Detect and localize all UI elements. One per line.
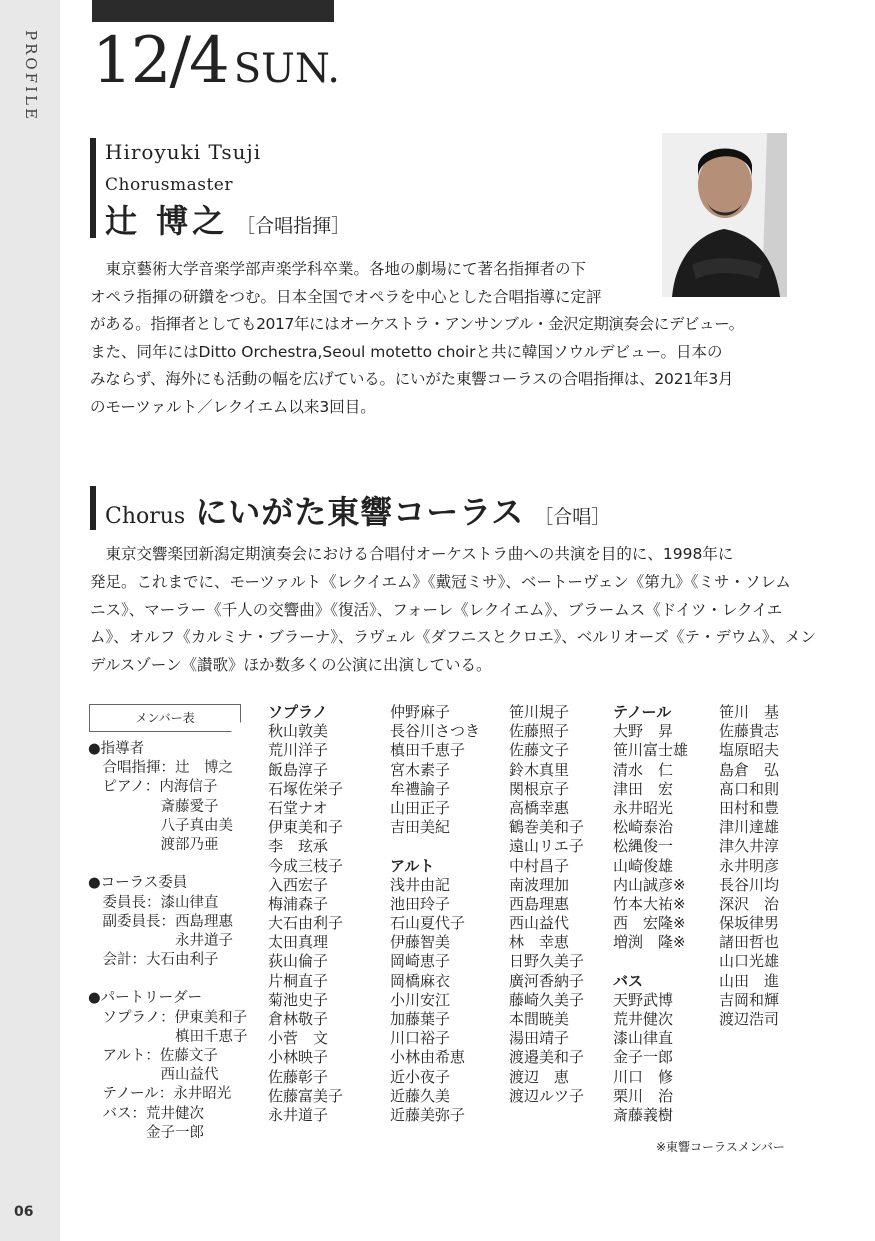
member-name: 西山益代 — [509, 914, 570, 933]
chorus-heading-bar — [90, 486, 96, 530]
part-heading: ソプラノ — [268, 703, 328, 721]
member-name: 秋山敦美 — [268, 722, 329, 741]
member-name: 増渕 隆※ — [613, 933, 686, 952]
member-name: 鶴巻美和子 — [509, 818, 585, 837]
staff-line: 斎藤愛子 — [88, 798, 219, 815]
chorus-role: ［合唱］ — [534, 506, 611, 528]
member-name: 天野武博 — [613, 990, 674, 1009]
member-name: 中村昌子 — [509, 856, 570, 875]
member-name: 入西宏子 — [268, 875, 329, 894]
member-name: 岡崎恵子 — [390, 952, 451, 971]
staff-line: アルト：佐藤文子 — [88, 1048, 218, 1064]
member-name: 津田 宏 — [613, 779, 674, 798]
member-name: 内山誠彦※ — [613, 875, 686, 894]
staff-line: 副委員長：西島理惠 — [88, 913, 233, 930]
member-name: 笹川富士雄 — [613, 741, 689, 760]
conductor-role-en: Chorusmaster — [105, 175, 233, 195]
member-name: 小林由希恵 — [390, 1048, 466, 1067]
member-name: 浅井由記 — [390, 875, 451, 894]
member-name: 石山夏代子 — [390, 914, 466, 933]
member-name — [613, 952, 688, 971]
staff-line: テノール：永井昭光 — [88, 1086, 232, 1103]
member-name: 塩原昭夫 — [719, 741, 780, 760]
member-name: 宮木素子 — [390, 760, 451, 779]
date-day: 12/4 — [92, 24, 228, 98]
concert-date — [92, 24, 340, 98]
desc-line: 東京交響楽団新潟定期演奏会における合唱付オーケストラ曲への共演を目的に、1998年に — [90, 545, 734, 563]
member-name: 佐藤照子 — [509, 722, 570, 741]
bio-line: がある。指揮者としても2017年にはオーケストラ・アンサンブル・金沢定期演奏会にデビュー。 — [90, 315, 744, 333]
member-list-tag: メンバー表 — [89, 704, 241, 732]
member-name: 津川達雄 — [719, 818, 780, 837]
member-name: 西島理惠 — [509, 894, 570, 913]
member-name: 湯田靖子 — [509, 1029, 570, 1048]
member-name: 本間暁美 — [509, 1010, 570, 1028]
desc-line: ニス》、マーラー《千人の交響曲》《復活》、フォーレ《レクイエム》、ブラームス《ドイツ・レクイエ — [90, 600, 783, 619]
member-column-2 — [390, 703, 480, 1125]
member-column-1 — [268, 703, 343, 1125]
member-name: 大野 昇 — [613, 722, 674, 741]
member-name: 今成三枝子 — [268, 856, 344, 875]
member-name: 関根京子 — [509, 779, 570, 798]
member-name: 石塚佐栄子 — [268, 779, 344, 798]
member-name: 渡辺 恵 — [509, 1067, 570, 1086]
member-name: 斎藤義樹 — [613, 1105, 674, 1124]
part-heading: テノール — [613, 703, 672, 721]
conductor-name-en: Hiroyuki Tsuji — [105, 140, 262, 164]
staff-line: ソプラノ：伊東美和子 — [88, 1009, 248, 1026]
chorus-description — [90, 541, 817, 680]
member-name: 仲野麻子 — [390, 703, 451, 721]
member-name: 石堂ナオ — [268, 798, 328, 817]
member-name: 荒井健次 — [613, 1010, 674, 1028]
member-name: 髙口和則 — [719, 779, 780, 798]
conductor-name-jp — [105, 196, 350, 242]
staff-line — [88, 970, 248, 989]
member-name: 永井明彦 — [719, 856, 780, 875]
member-name: 川口裕子 — [390, 1029, 451, 1048]
member-name: 笹川 基 — [719, 703, 780, 721]
member-name: 槙田千恵子 — [390, 741, 466, 760]
member-column-3 — [509, 703, 584, 1106]
member-name: 近藤美弥子 — [390, 1105, 466, 1124]
member-name: 小菅 文 — [268, 1029, 329, 1048]
member-name: 長谷川さつき — [390, 722, 481, 741]
member-name: 倉林敬子 — [268, 1010, 329, 1028]
staff-line: バス：荒井健次 — [88, 1105, 204, 1122]
chorus-name-en: Chorus — [105, 504, 186, 529]
staff-line: 会計：大石由利子 — [88, 952, 219, 969]
member-name: 山田 進 — [719, 971, 780, 990]
member-name: 金子一郎 — [613, 1048, 674, 1067]
member-column-4 — [613, 703, 688, 1125]
member-name: 池田玲子 — [390, 894, 451, 913]
sidebar — [0, 0, 60, 1241]
desc-line: デルスゾーン《讃歌》ほか数多くの公演に出演している。 — [90, 656, 492, 675]
member-name: 近小夜子 — [390, 1067, 451, 1086]
member-name: 西 宏隆※ — [613, 914, 686, 933]
member-name: 栗川 治 — [613, 1086, 674, 1105]
top-bar — [92, 0, 334, 22]
chorus-heading — [105, 487, 610, 533]
member-name: 渡邉美和子 — [509, 1048, 585, 1067]
chorus-name-jp: にいがた東響コーラス — [195, 493, 525, 531]
member-name: 李 玹承 — [268, 837, 329, 856]
member-name: 佐藤文子 — [509, 741, 570, 760]
staff-line: 渡部乃亜 — [88, 836, 219, 853]
bio-line: のモーツァルト／レクイエム以来3回目。 — [90, 397, 376, 416]
member-name: 佐藤貴志 — [719, 722, 780, 741]
member-name: 遠山リエ子 — [509, 837, 584, 856]
staff-line: 永井道子 — [88, 932, 233, 949]
member-name: 渡辺ルツ子 — [509, 1086, 585, 1105]
date-weekday: SUN. — [233, 46, 340, 92]
staff-list — [88, 740, 248, 1143]
member-name: 荻山倫子 — [268, 952, 329, 971]
member-name: 吉田美紀 — [390, 818, 451, 837]
member-name: 飯島淳子 — [268, 760, 329, 779]
staff-line — [88, 855, 248, 874]
member-column-5 — [719, 703, 779, 1029]
staff-line: 西山益代 — [88, 1067, 219, 1084]
conductor-role: ［合唱指揮］ — [236, 215, 351, 237]
member-name: 牟禮諭子 — [390, 779, 451, 798]
member-name: 漆山律直 — [613, 1029, 674, 1048]
conductor-bio — [90, 256, 788, 421]
member-name: 荒川洋子 — [268, 741, 329, 760]
page-number: 06 — [14, 1204, 34, 1220]
member-name: 林 幸恵 — [509, 933, 570, 952]
member-name: 日野久美子 — [509, 952, 585, 971]
member-name: 松崎泰治 — [613, 818, 674, 837]
conductor-name: 辻 博之 — [105, 202, 229, 240]
member-name: 小林映子 — [268, 1048, 329, 1067]
member-name: 津久井淳 — [719, 837, 780, 856]
member-name: 清水 仁 — [613, 760, 674, 779]
conductor-heading-bar — [90, 138, 96, 238]
staff-line: 八子真由美 — [88, 817, 233, 834]
member-name: 片桐直子 — [268, 971, 329, 990]
member-name: 渡辺浩司 — [719, 1010, 780, 1028]
member-name: 佐藤富美子 — [268, 1086, 344, 1105]
member-name: 伊東美和子 — [268, 818, 344, 837]
member-name: 加藤葉子 — [390, 1010, 451, 1028]
member-name: 保坂律男 — [719, 914, 780, 933]
member-name: 鈴木真里 — [509, 760, 570, 779]
part-heading: バス — [613, 971, 644, 990]
member-name — [390, 837, 480, 856]
member-name: 近藤久美 — [390, 1086, 451, 1105]
bio-line: 東京藝術大学音楽学部声楽学科卒業。各地の劇場にて著名指揮者の下 — [90, 260, 587, 278]
member-name: 梅浦森子 — [268, 894, 329, 913]
desc-line: 発足。これまでに、モーツァルト《レクイエム》《戴冠ミサ》、ベートーヴェン《第九》《ミサ・ソレム — [90, 572, 791, 591]
bio-line: また、同年にはDitto Orchestra,Seoul motetto choirと共に韓国ソウルデビュー。日本の — [90, 342, 723, 361]
desc-line: ム》、オルフ《カルミナ・ブラーナ》、ラヴェル《ダフニスとクロエ》、ベルリオーズ《テ・デウム》、メン — [90, 628, 817, 647]
staff-line: ●コーラス委員 — [88, 875, 188, 892]
member-name: 南波理加 — [509, 875, 570, 894]
member-name: 川口 修 — [613, 1067, 674, 1086]
member-name: 田村和豊 — [719, 798, 780, 817]
section-label: PROFILE — [22, 30, 40, 122]
member-note: ※東響コーラスメンバー — [656, 1140, 785, 1154]
member-name: 諸田哲也 — [719, 933, 780, 952]
staff-line: ●パートリーダー — [88, 990, 203, 1007]
member-name: 小川安江 — [390, 990, 451, 1009]
member-name: 永井道子 — [268, 1105, 329, 1124]
member-name: 太田真理 — [268, 933, 329, 952]
member-name: 松縄俊一 — [613, 837, 674, 856]
member-name: 大石由利子 — [268, 914, 344, 933]
member-name: 永井昭光 — [613, 798, 674, 817]
member-name: 山口光雄 — [719, 952, 780, 971]
member-name: 廣河香納子 — [509, 971, 585, 990]
staff-line: ●指導者 — [88, 741, 145, 757]
member-name: 伊藤智美 — [390, 933, 451, 952]
member-name: 岡橋麻衣 — [390, 971, 451, 990]
member-name: 高橋幸惠 — [509, 798, 570, 817]
member-name: 佐藤彰子 — [268, 1067, 329, 1086]
staff-line: ピアノ：内海信子 — [88, 779, 218, 796]
member-name: 竹本大祐※ — [613, 894, 686, 913]
bio-line: みならず、海外にも活動の幅を広げている。にいがた東響コーラスの合唱指揮は、2021年3月 — [90, 370, 734, 388]
staff-line: 委員長：漆山律直 — [88, 894, 219, 911]
member-name: 菊池史子 — [268, 990, 329, 1009]
staff-line: 合唱指揮：辻 博之 — [88, 760, 233, 777]
member-name: 藤崎久美子 — [509, 990, 585, 1009]
staff-line: 金子一郎 — [88, 1124, 204, 1141]
member-name: 長谷川均 — [719, 875, 780, 894]
member-name: 島倉 弘 — [719, 760, 780, 779]
bio-line: オペラ指揮の研鑽をつむ。日本全国でオペラを中心とした合唱指導に定評 — [90, 287, 602, 306]
member-name: 深沢 治 — [719, 894, 780, 913]
part-heading: アルト — [390, 856, 435, 875]
staff-line: 槙田千恵子 — [88, 1028, 248, 1045]
member-name: 笹川規子 — [509, 703, 570, 721]
member-name: 吉岡和輝 — [719, 990, 780, 1009]
member-name: 山崎俊雄 — [613, 856, 674, 875]
member-name: 山田正子 — [390, 798, 451, 817]
